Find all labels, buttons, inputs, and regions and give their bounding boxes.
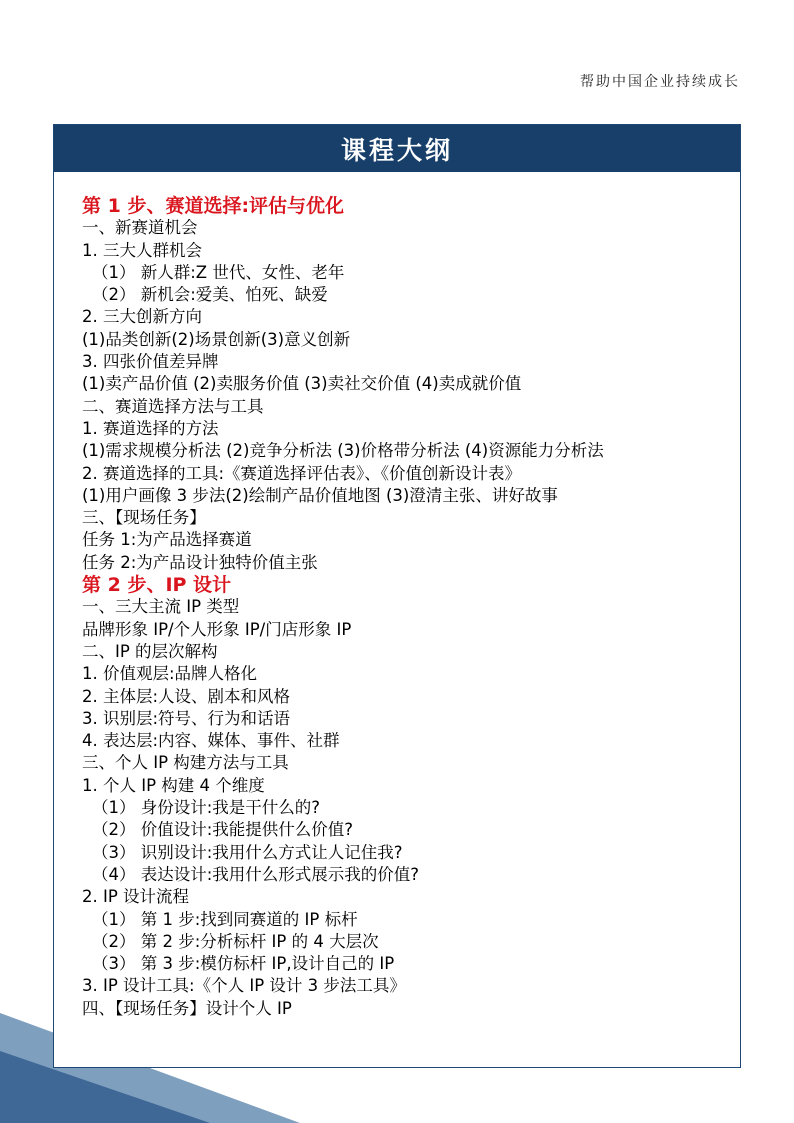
outline-line: 2. 主体层:人设、剧本和风格 (82, 686, 291, 706)
outline-line: （1） 第 1 步:找到同赛道的 IP 标杆 (92, 909, 358, 929)
outline-line: 1. 三大人群机会 (82, 240, 202, 260)
section-heading: 第 1 步、赛道选择:评估与优化 (82, 195, 345, 217)
outline-line: (1)需求规模分析法 (2)竞争分析法 (3)价格带分析法 (4)资源能力分析法 (82, 441, 604, 461)
outline-panel (53, 124, 741, 1068)
header-tagline: 帮助中国企业持续成长 (580, 74, 740, 90)
outline-line: 四、【现场任务】设计个人 IP (82, 998, 292, 1018)
outline-line: 任务 1:为产品选择赛道 (82, 530, 252, 550)
outline-line: （1） 身份设计:我是干什么的? (92, 798, 321, 818)
outline-line: 二、赛道选择方法与工具 (82, 396, 264, 416)
outline-line: （2） 价值设计:我能提供什么价值? (92, 820, 354, 840)
outline-line: 品牌形象 IP/个人形象 IP/门店形象 IP (82, 619, 352, 639)
outline-line: （3） 识别设计:我用什么方式让人记住我? (92, 842, 403, 862)
outline-line: 3. 识别层:符号、行为和话语 (82, 708, 291, 728)
outline-line: （2） 新机会:爱美、怕死、缺爱 (92, 285, 328, 305)
outline-line: 1. 赛道选择的方法 (82, 418, 219, 438)
outline-line: 4. 表达层:内容、媒体、事件、社群 (82, 731, 340, 751)
outline-line: (1)用户画像 3 步法(2)绘制产品价值地图 (3)澄清主张、讲好故事 (82, 485, 558, 505)
outline-line: (1)卖产品价值 (2)卖服务价值 (3)卖社交价值 (4)卖成就价值 (82, 374, 522, 394)
outline-line: 2. 赛道选择的工具:《赛道选择评估表》、《价值创新设计表》 (82, 463, 522, 483)
outline-line: 3. 四张价值差异牌 (82, 352, 219, 372)
outline-line: 一、三大主流 IP 类型 (82, 597, 240, 617)
outline-line: （3） 第 3 步:模仿标杆 IP,设计自己的 IP (92, 954, 395, 974)
outline-line: 三、个人 IP 构建方法与工具 (82, 753, 289, 773)
outline-line: 任务 2:为产品设计独特价值主张 (82, 552, 318, 572)
outline-line: （2） 第 2 步:分析标杆 IP 的 4 大层次 (92, 931, 379, 951)
outline-line: （1） 新人群:Z 世代、女性、老年 (92, 262, 345, 282)
outline-line: 1. 价值观层:品牌人格化 (82, 664, 258, 684)
section-heading: 第 2 步、IP 设计 (82, 574, 232, 597)
outline-content (82, 195, 732, 1020)
outline-line: 3. IP 设计工具:《个人 IP 设计 3 步法工具》 (82, 976, 406, 996)
outline-line: 2. IP 设计流程 (82, 887, 190, 907)
outline-line: （4） 表达设计:我用什么形式展示我的价值? (92, 864, 420, 884)
outline-line: (1)品类创新(2)场景创新(3)意义创新 (82, 329, 351, 349)
outline-line: 1. 个人 IP 构建 4 个维度 (82, 775, 265, 795)
outline-line: 2. 三大创新方向 (82, 307, 202, 327)
outline-line: 一、新赛道机会 (82, 218, 198, 238)
outline-line: 二、IP 的层次解构 (82, 641, 218, 661)
outline-banner (54, 125, 740, 172)
outline-title: 课程大纲 (340, 135, 453, 165)
outline-line: 三、【现场任务】 (82, 508, 206, 528)
